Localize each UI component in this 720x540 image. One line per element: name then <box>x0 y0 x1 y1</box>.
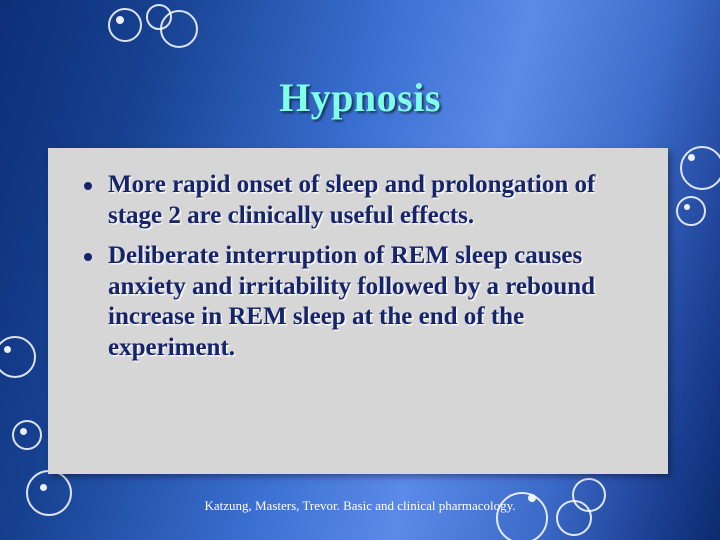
bullet-dot-icon <box>84 182 92 190</box>
decorative-bubble-icon <box>4 346 11 353</box>
decorative-bubble-icon <box>108 8 142 42</box>
list-item <box>68 170 650 231</box>
decorative-bubble-icon <box>20 428 27 435</box>
bullet-list <box>48 148 668 363</box>
source-citation: Katzung, Masters, Trevor. Basic and clinical pharmacology. <box>204 498 516 513</box>
decorative-bubble-icon <box>0 336 36 378</box>
list-item-text: Deliberate interruption of REM sleep causes anxiety and irritability followed by a rebound increase in REM sleep at the end of the experiment. <box>108 242 596 361</box>
decorative-bubble-icon <box>40 484 47 491</box>
list-item-text: More rapid onset of sleep and prolongation of stage 2 are clinically useful effects. <box>108 171 596 229</box>
decorative-bubble-icon <box>688 154 695 161</box>
decorative-bubble-icon <box>160 10 198 48</box>
content-panel <box>48 148 668 474</box>
list-item <box>68 241 650 363</box>
bullet-dot-icon <box>84 253 92 261</box>
decorative-bubble-icon <box>684 204 690 210</box>
decorative-bubble-icon <box>680 146 720 190</box>
decorative-bubble-icon <box>12 420 42 450</box>
decorative-bubble-icon <box>676 196 706 226</box>
decorative-bubble-icon <box>116 16 124 24</box>
page-title: Hypnosis <box>279 75 441 120</box>
